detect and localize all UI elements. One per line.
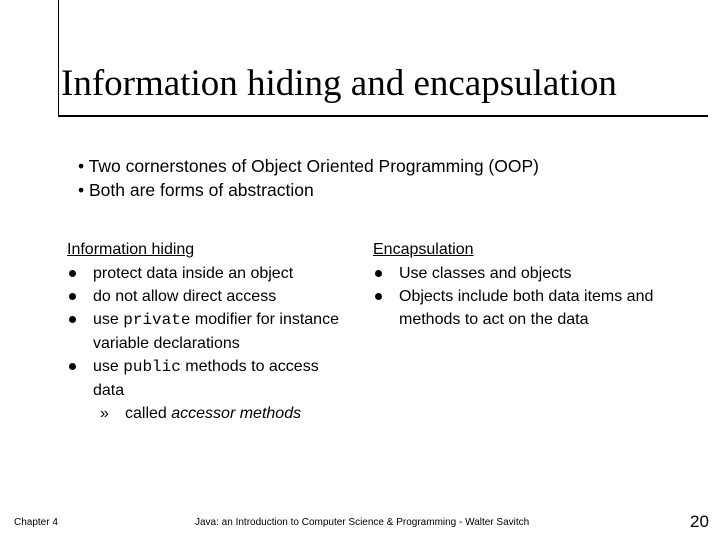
list-item-text: Use classes and objects [399,265,572,282]
encapsulation-heading: Encapsulation [373,241,474,258]
footer-chapter: Chapter 4 [14,517,58,528]
page-number: 20 [690,512,709,531]
footer-book-title: Java: an Introduction to Computer Science & Programming - Walter Savitch [195,517,530,528]
list-item [67,308,352,355]
text-segment: methods to access data [93,358,319,399]
list-item [67,262,352,285]
text-segment: use [93,358,124,375]
intro-line-2: • Both are forms of abstraction [78,180,314,200]
info-hiding-heading: Information hiding [67,241,195,258]
intro-bullets [78,154,539,202]
bullet-dot-icon [69,293,76,300]
list-item-text: Objects include both data items and methods to act on the data [399,288,654,328]
text-segment: modifier for instance variable declarations [93,311,339,352]
list-item [373,262,673,285]
slide-title: Information hiding and encapsulation [61,63,617,104]
text-segment: use [93,311,124,328]
bullet-dot-icon [69,363,76,370]
list-item [67,285,352,308]
list-item-text [93,308,352,355]
code-private: private [123,311,191,329]
text-segment: called [125,405,172,422]
list-item-text [93,355,352,402]
sub-list-item [67,402,352,426]
bullet-dot-icon [375,293,382,300]
title-underline-rule [58,115,708,117]
intro-line-1: • Two cornerstones of Object Oriented Programming (OOP) [78,156,539,176]
accessor-methods-term: accessor methods [171,405,302,422]
list-item [67,355,352,402]
list-item-text: do not allow direct access [93,288,277,305]
title-vertical-rule [58,0,59,115]
bullet-dot-icon [69,316,76,323]
list-item [373,285,673,331]
bullet-dot-icon [375,270,382,277]
info-hiding-column [67,238,352,426]
code-public: public [123,358,181,376]
sub-bullet-icon: » [100,405,109,422]
encapsulation-column [373,238,673,331]
bullet-dot-icon [69,270,76,277]
list-item-text: protect data inside an object [93,265,294,282]
